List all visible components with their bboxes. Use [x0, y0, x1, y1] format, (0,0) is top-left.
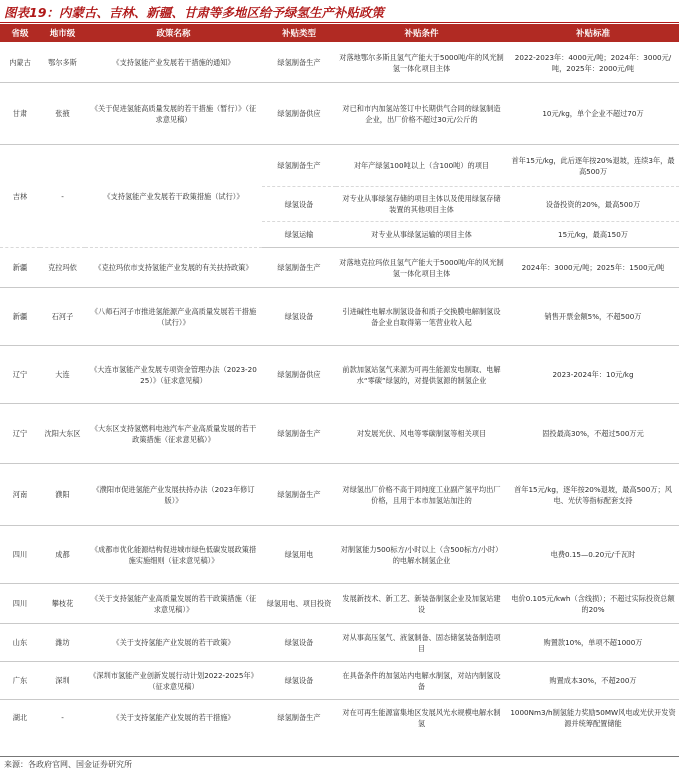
cell-policy: 《克拉玛依市支持氢能产业发展的有关扶持政策》	[85, 248, 262, 288]
header-city: 地市级	[40, 24, 85, 43]
cell-standard: 首年15元/kg，逐年按20%退坡，最高500万；风电、光伏等指标配套支持	[507, 464, 679, 526]
cell-condition: 对从事高压氢气、液氢制备、固态储氢装备制造项目	[336, 624, 507, 662]
source-note: 来源：各政府官网、国金证券研究所	[4, 760, 132, 769]
header-standard: 补贴标准	[507, 24, 679, 43]
table-row	[0, 83, 679, 145]
cell-standard: 首年15元/kg，此后逐年按20%退坡，连续3年，最高500万	[507, 145, 679, 187]
cell-condition: 对年产绿氢100吨以上（含100吨）的项目	[336, 145, 507, 187]
table-row	[0, 584, 679, 624]
cell-condition: 在具备条件的加氢站内电解水制氢，对站内制氢设备	[336, 662, 507, 700]
cell-condition: 对落地鄂尔多斯且氢气产能大于5000吨/年的风光制氢一体化项目主体	[336, 43, 507, 83]
title-rule	[0, 22, 679, 23]
cell-city: 鄂尔多斯	[40, 43, 85, 83]
cell-type: 绿氢设备	[262, 662, 336, 700]
cell-standard: 15元/kg，最高150万	[507, 222, 679, 248]
cell-policy: 《支持氢能产业发展若干措施的通知》	[85, 43, 262, 83]
cell-policy: 《八师石河子市推进氢能源产业高质量发展若干措施（试行）》	[85, 288, 262, 346]
cell-standard: 2023-2024年：10元/kg	[507, 346, 679, 404]
table-row	[0, 145, 679, 187]
cell-standard: 购置成本30%，不超200万	[507, 662, 679, 700]
cell-policy: 《关于支持氢能产业高质量发展的若干政策措施（征求意见稿）》	[85, 584, 262, 624]
figure-title: 图表19：内蒙古、吉林、新疆、甘肃等多地区给予绿氢生产补贴政策	[4, 5, 384, 20]
cell-condition: 引进碱性电解水制氢设备和质子交换膜电解制氢设备企业自取得第一笔营业收入起	[336, 288, 507, 346]
cell-type: 绿氢设备	[262, 624, 336, 662]
cell-city: 沈阳大东区	[40, 404, 85, 464]
cell-policy: 《深圳市氢能产业创新发展行动计划2022-2025年》（征求意见稿）	[85, 662, 262, 700]
cell-city: 潍坊	[40, 624, 85, 662]
cell-policy: 《成都市优化能源结构促进城市绿色低碳发展政策措施实施细则（征求意见稿）》	[85, 526, 262, 584]
cell-province: 四川	[0, 526, 40, 584]
cell-type: 绿氢用电	[262, 526, 336, 584]
subsidy-table	[0, 24, 679, 736]
cell-type: 绿氢运输	[262, 222, 336, 248]
cell-standard: 10元/kg，单个企业不超过70万	[507, 83, 679, 145]
cell-type: 绿氢制备生产	[262, 248, 336, 288]
cell-standard: 2024年：3000元/吨；2025年：1500元/吨	[507, 248, 679, 288]
cell-type: 绿氢制备供应	[262, 346, 336, 404]
cell-province: 湖北	[12, 713, 28, 723]
cell-condition: 对在可再生能源富集地区发展风光水规模电解水制氢	[342, 707, 501, 728]
cell-standard: 销售开票金额5%，不超500万	[507, 288, 679, 346]
cell-type: 绿氢制备生产	[277, 713, 321, 723]
cell-province: 吉林	[0, 145, 40, 248]
cell-province: 山东	[0, 624, 40, 662]
cell-policy: 《大连市氢能产业发展专项资金管理办法（2023-2025）》（征求意见稿）	[85, 346, 262, 404]
table-row	[0, 346, 679, 404]
cell-condition: 对发展光伏、风电等零碳制氢等相关项目	[336, 404, 507, 464]
cell-standard: 设备投资的20%，最高500万	[507, 187, 679, 222]
cell-province: 广东	[0, 662, 40, 700]
cell-province: 新疆	[0, 288, 40, 346]
cell-city: 成都	[40, 526, 85, 584]
table-row	[0, 662, 679, 700]
cell-type: 绿氢制备生产	[262, 404, 336, 464]
cell-standard: 购置款10%，单项不超1000万	[507, 624, 679, 662]
cell-condition: 对绿氢出厂价格不高于同纯度工业副产氢平均出厂价格，且用于本市加氢站加注的	[336, 464, 507, 526]
table-row	[0, 526, 679, 584]
cell-standard: 电价0.105元/kwh（含线损）；不超过实际投资总额的20%	[507, 584, 679, 624]
cell-standard: 2022-2023年：4000元/吨；2024年：3000元/吨，2025年：2000元/吨	[507, 43, 679, 83]
cell-condition: 对专业从事绿氢存储的项目主体以及使用绿氢存储装置的其他项目主体	[336, 187, 507, 222]
cell-city: -	[40, 145, 85, 248]
cell-condition: 发展新技术、新工艺、新装备制氢企业及加氢站建设	[336, 584, 507, 624]
table-row	[0, 288, 679, 346]
cell-type: 绿氢制备生产	[262, 145, 336, 187]
table-row	[0, 43, 679, 83]
cell-city: 深圳	[40, 662, 85, 700]
header-condition: 补贴条件	[336, 24, 507, 43]
cell-city: 攀枝花	[40, 584, 85, 624]
cell-condition: 对已和市内加氢站签订中长期供气合同的绿氢制造企业，出厂价格不超过30元/公斤的	[336, 83, 507, 145]
cell-type: 绿氢制备生产	[262, 43, 336, 83]
cell-province: 四川	[0, 584, 40, 624]
cell-province: 河南	[0, 464, 40, 526]
cell-city: 石河子	[40, 288, 85, 346]
cell-type: 绿氢设备	[262, 288, 336, 346]
cell-policy: 《关于支持氢能产业发展的若干措施》	[112, 713, 235, 723]
cell-standard: 1000Nm3/h制氢能力奖励50MW风电或光伏开发资源并统筹配置储能	[510, 707, 676, 728]
table-row	[0, 404, 679, 464]
cell-policy: 《关于支持氢能产业发展的若干政策》	[85, 624, 262, 662]
cell-type: 绿氢用电、项目投资	[262, 584, 336, 624]
cell-policy: 《大东区支持氢燃料电池汽车产业高质量发展的若干政策措施（征求意见稿）》	[85, 404, 262, 464]
table-row	[0, 700, 679, 736]
table-row	[0, 464, 679, 526]
header-policy: 政策名称	[85, 24, 262, 43]
cell-city: 张掖	[40, 83, 85, 145]
cell-city: 克拉玛依	[40, 248, 85, 288]
cell-type: 绿氢制备生产	[262, 464, 336, 526]
header-type: 补贴类型	[262, 24, 336, 43]
header-province: 省级	[0, 24, 40, 43]
cell-province: 甘肃	[0, 83, 40, 145]
table-row	[0, 248, 679, 288]
cell-standard: 固投最高30%，不超过500万元	[507, 404, 679, 464]
cell-province: 内蒙古	[0, 43, 40, 83]
cell-condition: 对专业从事绿氢运输的项目主体	[336, 222, 507, 248]
cell-condition: 对制氢能力500标方/小时以上（含500标方/小时）的电解水制氢企业	[336, 526, 507, 584]
cell-condition: 前款加氢站氢气来源为可再生能源发电制取、电解水“零碳”绿氢的，对提供氢源的制氢企业	[336, 346, 507, 404]
cell-type: 绿氢制备供应	[262, 83, 336, 145]
cell-province: 新疆	[0, 248, 40, 288]
cell-province: 辽宁	[0, 404, 40, 464]
cell-condition: 对落地克拉玛依且氢气产能大于5000吨/年的风光制氢一体化项目主体	[336, 248, 507, 288]
table-row	[0, 624, 679, 662]
cell-standard: 电费0.15—0.20元/千瓦时	[507, 526, 679, 584]
cell-city: 濮阳	[40, 464, 85, 526]
cell-province: 辽宁	[0, 346, 40, 404]
cell-city: 大连	[40, 346, 85, 404]
bottom-rule	[0, 756, 679, 757]
cell-type: 绿氢设备	[262, 187, 336, 222]
cell-policy: 《濮阳市促进氢能产业发展扶持办法（2023年修订版）》	[85, 464, 262, 526]
cell-city: -	[61, 713, 64, 723]
cell-policy: 《支持氢能产业发展若干政策措施（试行）》	[85, 145, 262, 248]
table-header	[0, 24, 679, 43]
cell-policy: 《关于促进氢能高质量发展的若干措施（暂行）》（征求意见稿）	[85, 83, 262, 145]
